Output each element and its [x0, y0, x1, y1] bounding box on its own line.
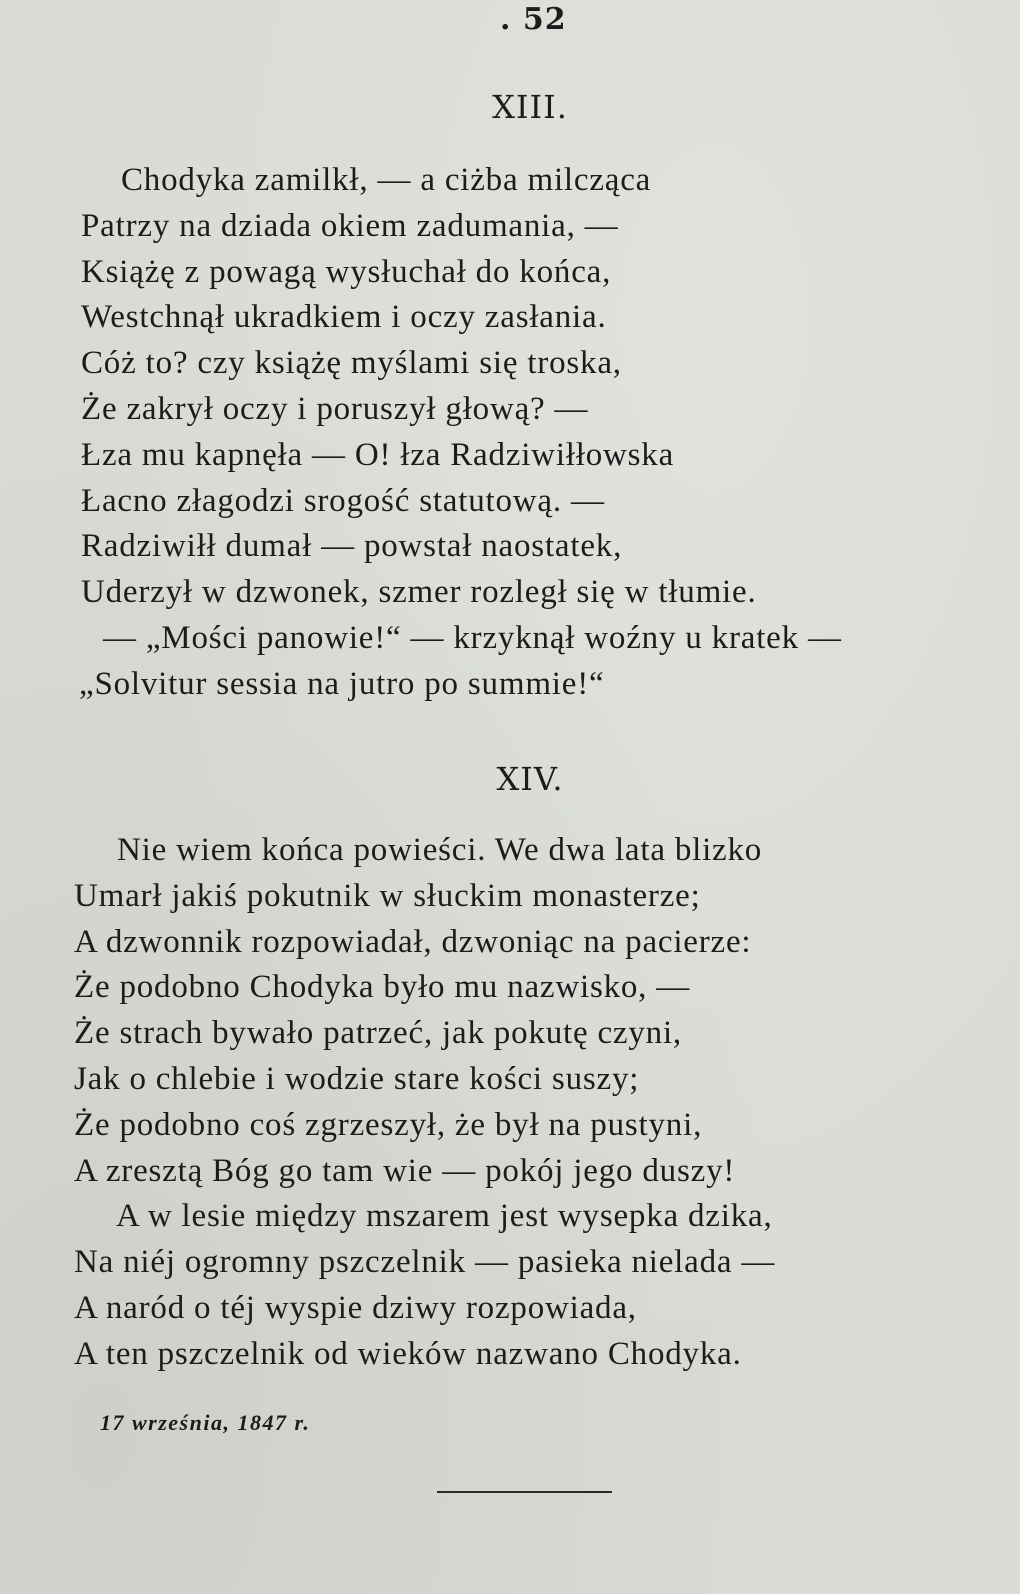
verse-line: Westchnął ukradkiem i oczy zasłania. — [81, 299, 607, 336]
verse-line: Radziwiłł dumał — powstał naostatek, — [81, 528, 623, 565]
verse-line: Patrzy na dziada okiem zadumania, — — [81, 207, 619, 244]
section-heading-xiv: XIV. — [496, 760, 564, 798]
verse-line: Chodyka zamilkł, — a ciżba milcząca — [121, 162, 652, 198]
verse-line: Uderzył w dzwonek, szmer rozległ się w tłumie. — [81, 574, 757, 611]
verse-line: Cóż to? czy książę myślami się troska, — [81, 345, 622, 382]
section-heading-xiii: XIII. — [492, 88, 568, 126]
verse-section-xiii — [0, 158, 842, 708]
verse-line: A dzwonnik rozpowiadał, dzwoniąc na pacierze: — [74, 923, 752, 960]
verse-line: Łacno złagodzi srogość statutową. — — [81, 482, 605, 519]
verse-line: Jak o chlebie i wodzie stare kości suszy; — [74, 1060, 640, 1097]
date-line: 17 września, 1847 r. — [100, 1410, 311, 1435]
verse-line: Nie wiem końca powieści. We dwa lata blizko — [117, 832, 763, 868]
verse-line: Na niéj ogromny pszczelnik — pasieka nielada — — [74, 1244, 776, 1281]
verse-line: A w lesie między mszarem jest wysepka dzika, — [116, 1198, 773, 1235]
verse-line: Łza mu kapnęła — O! łza Radziwiłłowska — [81, 436, 675, 473]
verse-line: A ten pszczelnik od wieków nazwano Chodyka. — [74, 1335, 742, 1372]
verse-section-xiv — [0, 828, 775, 1378]
verse-line: Że strach bywało patrzeć, jak pokutę czyni, — [74, 1015, 682, 1052]
verse-line: Umarł jakiś pokutnik w słuckim monasterze; — [74, 877, 701, 914]
verse-line: — „Mości panowie!“ — krzyknął woźny u kratek — — [103, 619, 842, 656]
end-rule-divider — [437, 1491, 612, 1493]
verse-line: Że podobno Chodyka było mu nazwisko, — — [74, 969, 691, 1006]
verse-line: Książę z powagą wysłuchał do końca, — [81, 253, 612, 290]
verse-line: Że podobno coś zgrzeszył, że był na pustyni, — [74, 1106, 703, 1143]
verse-line: A zresztą Bóg go tam wie — pokój jego duszy! — [74, 1152, 736, 1189]
verse-line: A naród o téj wyspie dziwy rozpowiada, — [74, 1289, 637, 1326]
page-number: . 52 — [500, 2, 567, 37]
verse-line: Że zakrył oczy i poruszył głową? — — [81, 390, 589, 427]
verse-line: „Solvitur sessia na jutro po summie!“ — [79, 665, 605, 702]
